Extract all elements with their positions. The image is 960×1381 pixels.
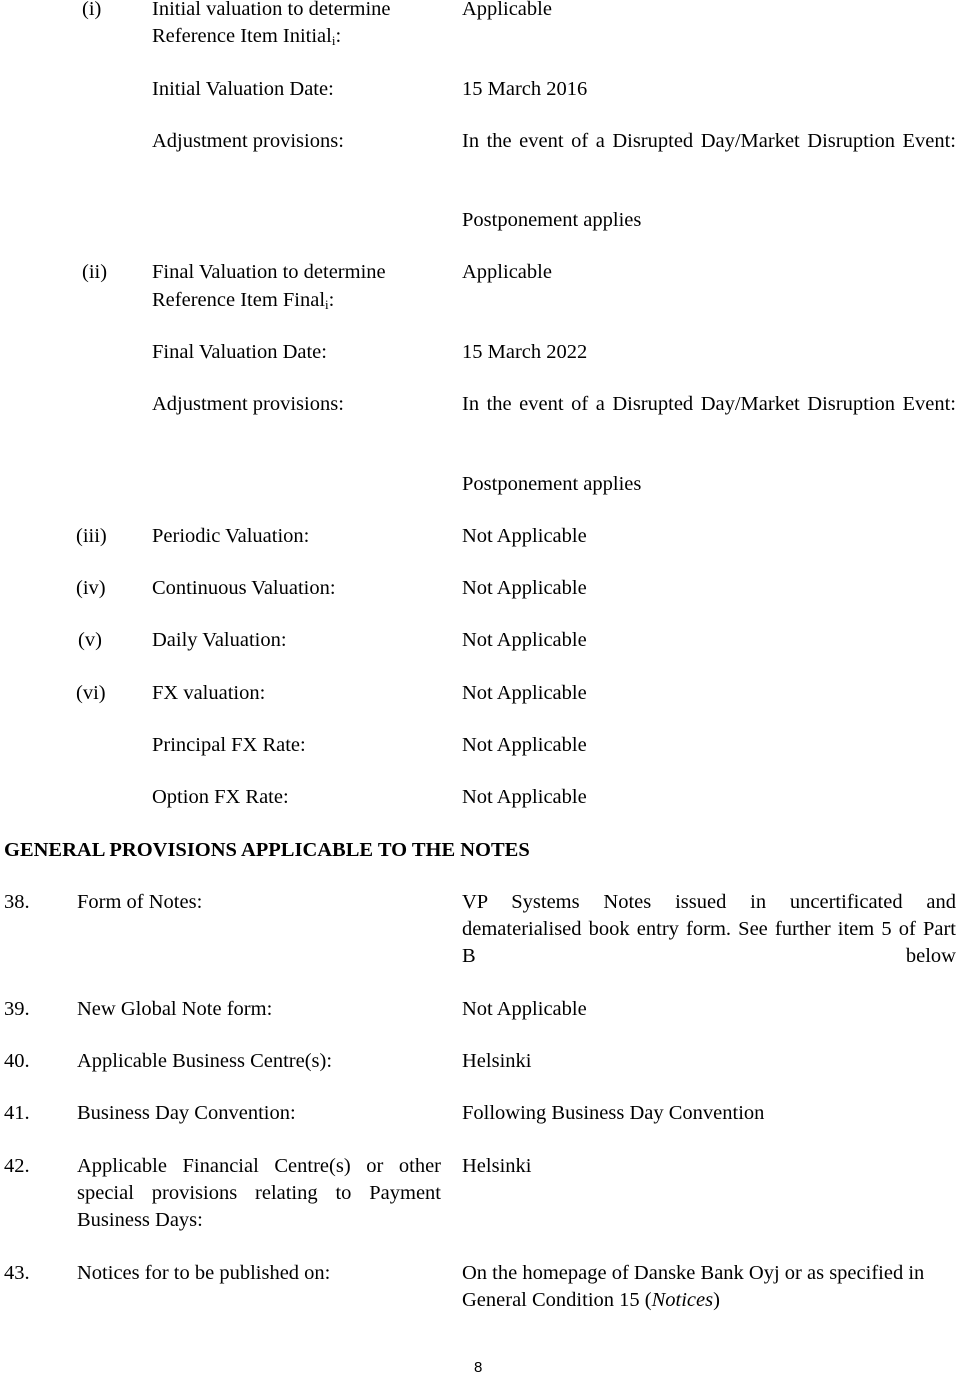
date-label: Initial Valuation Date: bbox=[152, 78, 334, 100]
item-label: Initial valuation to determine bbox=[152, 0, 391, 20]
fx-sub-label: Option FX Rate: bbox=[152, 786, 289, 808]
fx-sub-label: Principal FX Rate: bbox=[152, 734, 306, 756]
item-label: Notices for to be published on: bbox=[77, 1262, 331, 1284]
item-marker: (vi) bbox=[76, 682, 106, 704]
item-label: Final Valuation to determine bbox=[152, 261, 386, 283]
item-value: Following Business Day Convention bbox=[462, 1102, 765, 1124]
subscript: i bbox=[325, 297, 329, 312]
fx-sub-value: Not Applicable bbox=[462, 734, 587, 756]
item-marker: (iv) bbox=[76, 577, 106, 599]
item-number: 40. bbox=[4, 1050, 30, 1072]
adjustment-label: Adjustment provisions: bbox=[152, 130, 344, 152]
item-label: FX valuation: bbox=[152, 682, 266, 704]
item-label: Applicable Business Centre(s): bbox=[77, 1050, 333, 1072]
item-value: Not Applicable bbox=[462, 525, 587, 547]
item-number: 42. bbox=[4, 1155, 30, 1177]
item-label: Continuous Valuation: bbox=[152, 577, 336, 599]
page-number: 8 bbox=[474, 1359, 483, 1376]
subscript: i bbox=[331, 33, 336, 48]
item-label-line2: Reference Item Initial$_i$: bbox=[152, 25, 342, 48]
item-value: Applicable bbox=[462, 261, 552, 283]
item-value: Not Applicable bbox=[462, 998, 587, 1020]
item-label: Applicable Financial Centre(s) or other special provisions relating to Payment Business Days: bbox=[77, 1155, 441, 1231]
adjustment-result: Postponement applies bbox=[462, 473, 642, 495]
item-marker: (ii) bbox=[82, 261, 108, 283]
adjustment-value: In the event of a Disrupted Day/Market Disruption Event: bbox=[462, 393, 956, 415]
item-label: New Global Note form: bbox=[77, 998, 273, 1020]
item-value: Applicable bbox=[462, 0, 552, 20]
item-value: Not Applicable bbox=[462, 577, 587, 599]
item-value: VP Systems Notes issued in uncertificated and dematerialised book entry form. See further item 5 of Part B below bbox=[462, 891, 956, 967]
item-label: Form of Notes: bbox=[77, 891, 203, 913]
item-value bbox=[462, 1260, 958, 1314]
notices-text: On the homepage of Danske Bank Oyj or as specified in General Condition 15 ( bbox=[462, 1262, 925, 1311]
item-value: Not Applicable bbox=[462, 682, 587, 704]
item-label-line2: Reference Item Final$_i$: bbox=[152, 289, 335, 312]
item-marker: (iii) bbox=[76, 525, 107, 547]
item-value: Helsinki bbox=[462, 1050, 532, 1072]
adjustment-value: In the event of a Disrupted Day/Market Disruption Event: bbox=[462, 130, 956, 152]
notices-italic: Notices bbox=[651, 1289, 714, 1311]
item-label: Business Day Convention: bbox=[77, 1102, 296, 1124]
item-value: Not Applicable bbox=[462, 629, 587, 651]
item-number: 38. bbox=[4, 891, 30, 913]
item-number: 43. bbox=[4, 1262, 30, 1284]
adjustment-result: Postponement applies bbox=[462, 209, 642, 231]
item-number: 41. bbox=[4, 1102, 30, 1124]
notices-suffix: ) bbox=[713, 1289, 720, 1311]
item-marker: (v) bbox=[78, 629, 102, 651]
item-number: 39. bbox=[4, 998, 30, 1020]
date-value: 15 March 2022 bbox=[462, 341, 588, 363]
item-label: Daily Valuation: bbox=[152, 629, 287, 651]
adjustment-label: Adjustment provisions: bbox=[152, 393, 344, 415]
item-value: Helsinki bbox=[462, 1155, 532, 1177]
section-heading: GENERAL PROVISIONS APPLICABLE TO THE NOTES bbox=[4, 839, 530, 861]
item-label: Periodic Valuation: bbox=[152, 525, 310, 547]
item-marker: (i) bbox=[82, 0, 102, 20]
date-label: Final Valuation Date: bbox=[152, 341, 327, 363]
fx-sub-value: Not Applicable bbox=[462, 786, 587, 808]
date-value: 15 March 2016 bbox=[462, 78, 588, 100]
